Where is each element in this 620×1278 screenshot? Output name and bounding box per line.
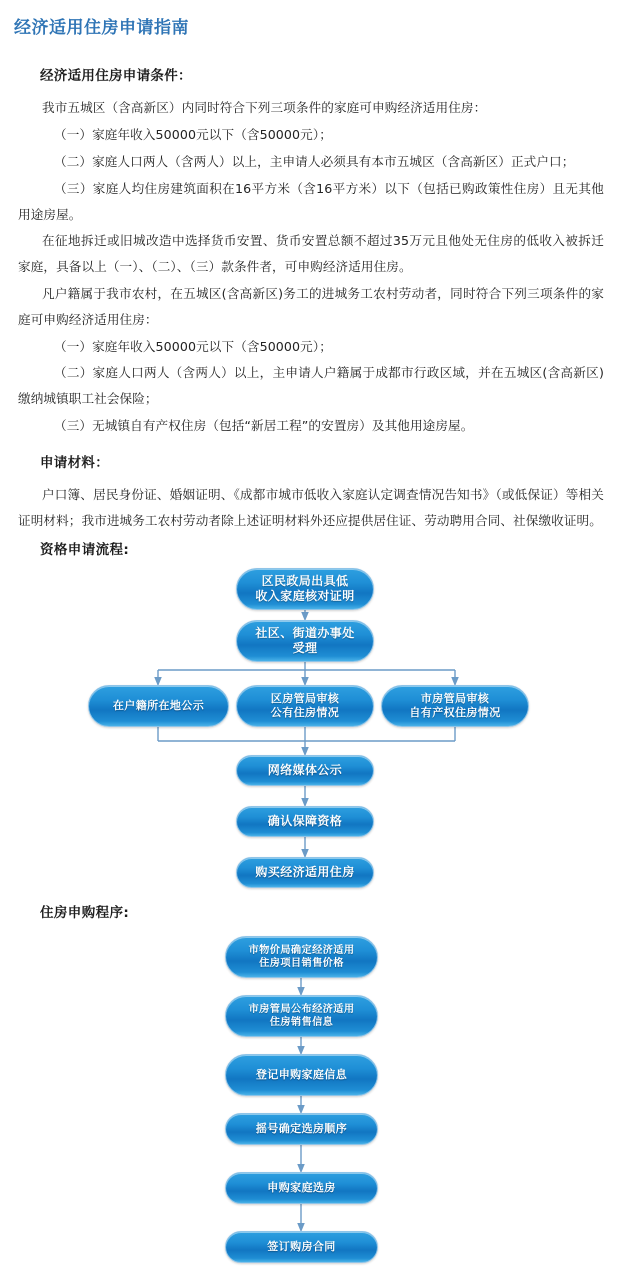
flow-node-p4[interactable] [225,1113,378,1145]
qualification-flow-heading: 资格申请流程: [40,542,130,558]
conditions-paragraph: 凡户籍属于我市农村，在五城区(含高新区)务工的进城务工农村劳动者，同时符合下列三项条件的家庭可申购经济适用住房： [18,285,604,327]
flow-node-label: 购买经济适用住房 [255,864,355,879]
flow-node-label: 住房项目销售价格 [259,958,344,969]
flow-node-label: 住房销售信息 [269,1017,334,1028]
flow-node-label: 在户籍所在地公示 [112,698,205,712]
conditions-paragraph: （二）家庭人口两人（含两人）以上，主申请人必须具有本市五城区（含高新区）正式户口； [54,153,575,169]
conditions-paragraph: （三）家庭人均住房建筑面积在16平方米（含16平方米）以下（包括已购政策性住房）且无其他用途房屋。 [18,180,604,222]
flow-node-q3b[interactable] [236,685,374,727]
flow-node-p3[interactable] [225,1054,378,1096]
materials-heading: 申请材料： [40,454,109,471]
conditions-paragraph: （三）无城镇自有产权住房（包括“新居工程”的安置房）及其他用途房屋。 [54,418,474,433]
purchase-flow-connectors [0,930,620,1278]
flow-node-label: 自有产权住房情况 [409,706,501,719]
flow-node-label: 签订购房合同 [267,1239,336,1253]
flow-node-q1[interactable] [236,568,374,610]
flow-node-label: 收入家庭核对证明 [255,589,355,603]
flow-node-q6[interactable] [236,857,374,888]
flow-node-p6[interactable] [225,1231,378,1263]
flow-node-label: 市房管局审核 [420,691,490,705]
qualification-flowchart [0,560,620,900]
qualification-flow-connectors [0,560,620,900]
flow-node-label: 摇号确定选房顺序 [255,1121,348,1135]
flow-node-label: 网络媒体公示 [267,762,343,777]
purchase-flowchart [0,930,620,1278]
materials-paragraph: 户口簿、居民身份证、婚姻证明、《成都市城市低收入家庭认定调查情况告知书》（或低保证）等相关证明材料；我市进城务工农村劳动者除上述证明材料外还应提供居住证、劳动聘用合同、社保缴收证明。 [18,487,604,528]
flow-node-q2[interactable] [236,620,374,662]
conditions-paragraph: 我市五城区（含高新区）内同时符合下列三项条件的家庭可申购经济适用住房： [42,100,487,116]
flow-node-q5[interactable] [236,806,374,837]
flow-node-label: 公有住房情况 [270,706,340,719]
flow-node-p2[interactable] [225,995,378,1037]
flow-node-label: 区房管局审核 [270,691,340,705]
document-body [18,66,604,535]
conditions-paragraph: 在征地拆迁或旧城改造中选择货币安置、货币安置总额不超过35万元且他处无住房的低收入被拆迁家庭，具备以上（一）、（二）、（三）款条件者，可申购经济适用住房。 [18,233,604,275]
conditions-heading: 经济适用住房申请条件： [40,68,192,84]
flow-node-label: 区民政局出具低 [261,573,349,588]
flow-node-q3c[interactable] [381,685,529,727]
flow-node-label: 市物价局确定经济适用 [248,944,355,956]
flow-node-label: 社区、街道办事处 [255,625,355,640]
purchase-flow-heading: 住房申购程序: [40,905,130,921]
flow-node-label: 申购家庭选房 [267,1180,336,1194]
page-title: 经济适用住房申请指南 [14,18,189,38]
conditions-paragraph: （一）家庭年收入50000元以下（含50000元）； [54,338,332,354]
flow-node-p1[interactable] [225,936,378,978]
conditions-paragraph: （二）家庭人口两人（含两人）以上，主申请人户籍属于成都市行政区域，并在五城区(含高新区)缴纳城镇职工社会保险； [18,365,604,407]
conditions-paragraph: （一）家庭年收入50000元以下（含50000元）； [54,127,332,143]
flow-node-label: 受理 [292,641,318,655]
flow-node-label: 登记申购家庭信息 [255,1067,348,1081]
flow-node-q3a[interactable] [88,685,229,727]
flow-node-q4[interactable] [236,755,374,786]
flow-node-label: 市房管局公布经济适用 [248,1003,355,1015]
flow-node-label: 确认保障资格 [267,813,343,828]
flow-node-p5[interactable] [225,1172,378,1204]
